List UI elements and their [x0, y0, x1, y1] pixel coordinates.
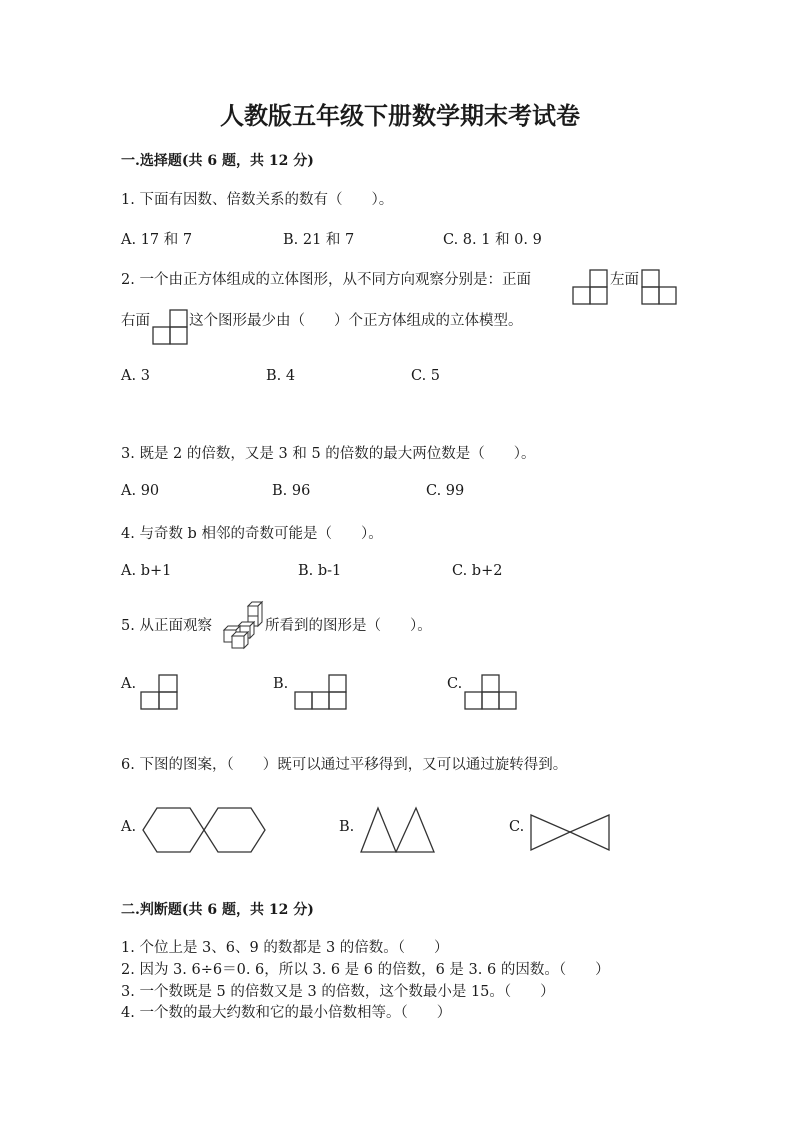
q1-option-c[interactable]: C. 8. 1 和 0. 9	[443, 232, 542, 248]
q5-option-a[interactable]: A.	[121, 676, 137, 692]
question-6-text: 6. 下图的图案，（ ）既可以通过平移得到，又可以通过旋转得到。	[121, 757, 568, 773]
question-2-text-part3: 右面	[121, 313, 150, 329]
section-heading-judgment: 二.判断题(共 6 题，共 12 分)	[121, 902, 314, 918]
question-2-text-part1: 2. 一个由正方体组成的立体图形，从不同方向观察分别是：正面	[121, 272, 531, 288]
judgment-item-2: 2. 因为 3. 6÷6＝0. 6，所以 3. 6 是 6 的倍数，6 是 3. 6 的因数。（ ）	[121, 962, 610, 978]
q3-option-b[interactable]: B. 96	[272, 483, 311, 499]
question-3-text: 3. 既是 2 的倍数，又是 3 和 5 的倍数的最大两位数是（ ）。	[121, 446, 536, 462]
page-title: 人教版五年级下册数学期末考试卷	[220, 101, 580, 130]
q2-option-a[interactable]: A. 3	[121, 368, 150, 384]
question-2-text-part2: 左面	[610, 272, 639, 288]
q3-option-a[interactable]: A. 90	[121, 483, 160, 499]
q6-option-b-triangles	[358, 806, 438, 856]
question-4-text: 4. 与奇数 b 相邻的奇数可能是（ ）。	[121, 526, 383, 542]
section-heading-choice: 一.选择题(共 6 题，共 12 分)	[121, 153, 314, 169]
q6-option-c[interactable]: C.	[509, 819, 525, 835]
q6-option-a[interactable]: A.	[121, 819, 137, 835]
q5-option-b-figure	[294, 674, 350, 710]
q6-option-b[interactable]: B.	[339, 819, 355, 835]
q5-option-c-figure	[464, 674, 520, 710]
cube-stack-figure	[220, 602, 264, 650]
q5-option-a-figure	[140, 674, 180, 710]
question-2-text-part4: 这个图形最少由（ ）个正方体组成的立体模型。	[189, 313, 523, 329]
q2-option-b[interactable]: B. 4	[266, 368, 296, 384]
judgment-item-1: 1. 个位上是 3、6、9 的数都是 3 的倍数。（ ）	[121, 940, 449, 956]
q1-option-a[interactable]: A. 17 和 7	[121, 232, 193, 248]
q4-option-c[interactable]: C. b+2	[452, 563, 503, 579]
q3-option-c[interactable]: C. 99	[426, 483, 465, 499]
judgment-item-4: 4. 一个数的最大约数和它的最小倍数相等。（ ）	[121, 1005, 452, 1021]
question-5-text-part2: 所看到的图形是（ ）。	[265, 618, 432, 634]
q6-option-c-bowtie	[528, 812, 614, 854]
q4-option-a[interactable]: A. b+1	[121, 563, 172, 579]
q1-option-b[interactable]: B. 21 和 7	[283, 232, 355, 248]
q6-option-a-hexagons	[140, 806, 268, 856]
right-view-figure	[153, 308, 191, 346]
front-view-figure	[572, 268, 610, 306]
left-view-figure	[641, 268, 679, 306]
q5-option-b[interactable]: B.	[273, 676, 289, 692]
q4-option-b[interactable]: B. b-1	[298, 563, 342, 579]
question-1-text: 1. 下面有因数、倍数关系的数有（ ）。	[121, 192, 394, 208]
judgment-item-3: 3. 一个数既是 5 的倍数又是 3 的倍数，这个数最小是 15。（ ）	[121, 984, 555, 1000]
q2-option-c[interactable]: C. 5	[411, 368, 441, 384]
q5-option-c[interactable]: C.	[447, 676, 463, 692]
question-5-text-part1: 5. 从正面观察	[121, 618, 212, 634]
